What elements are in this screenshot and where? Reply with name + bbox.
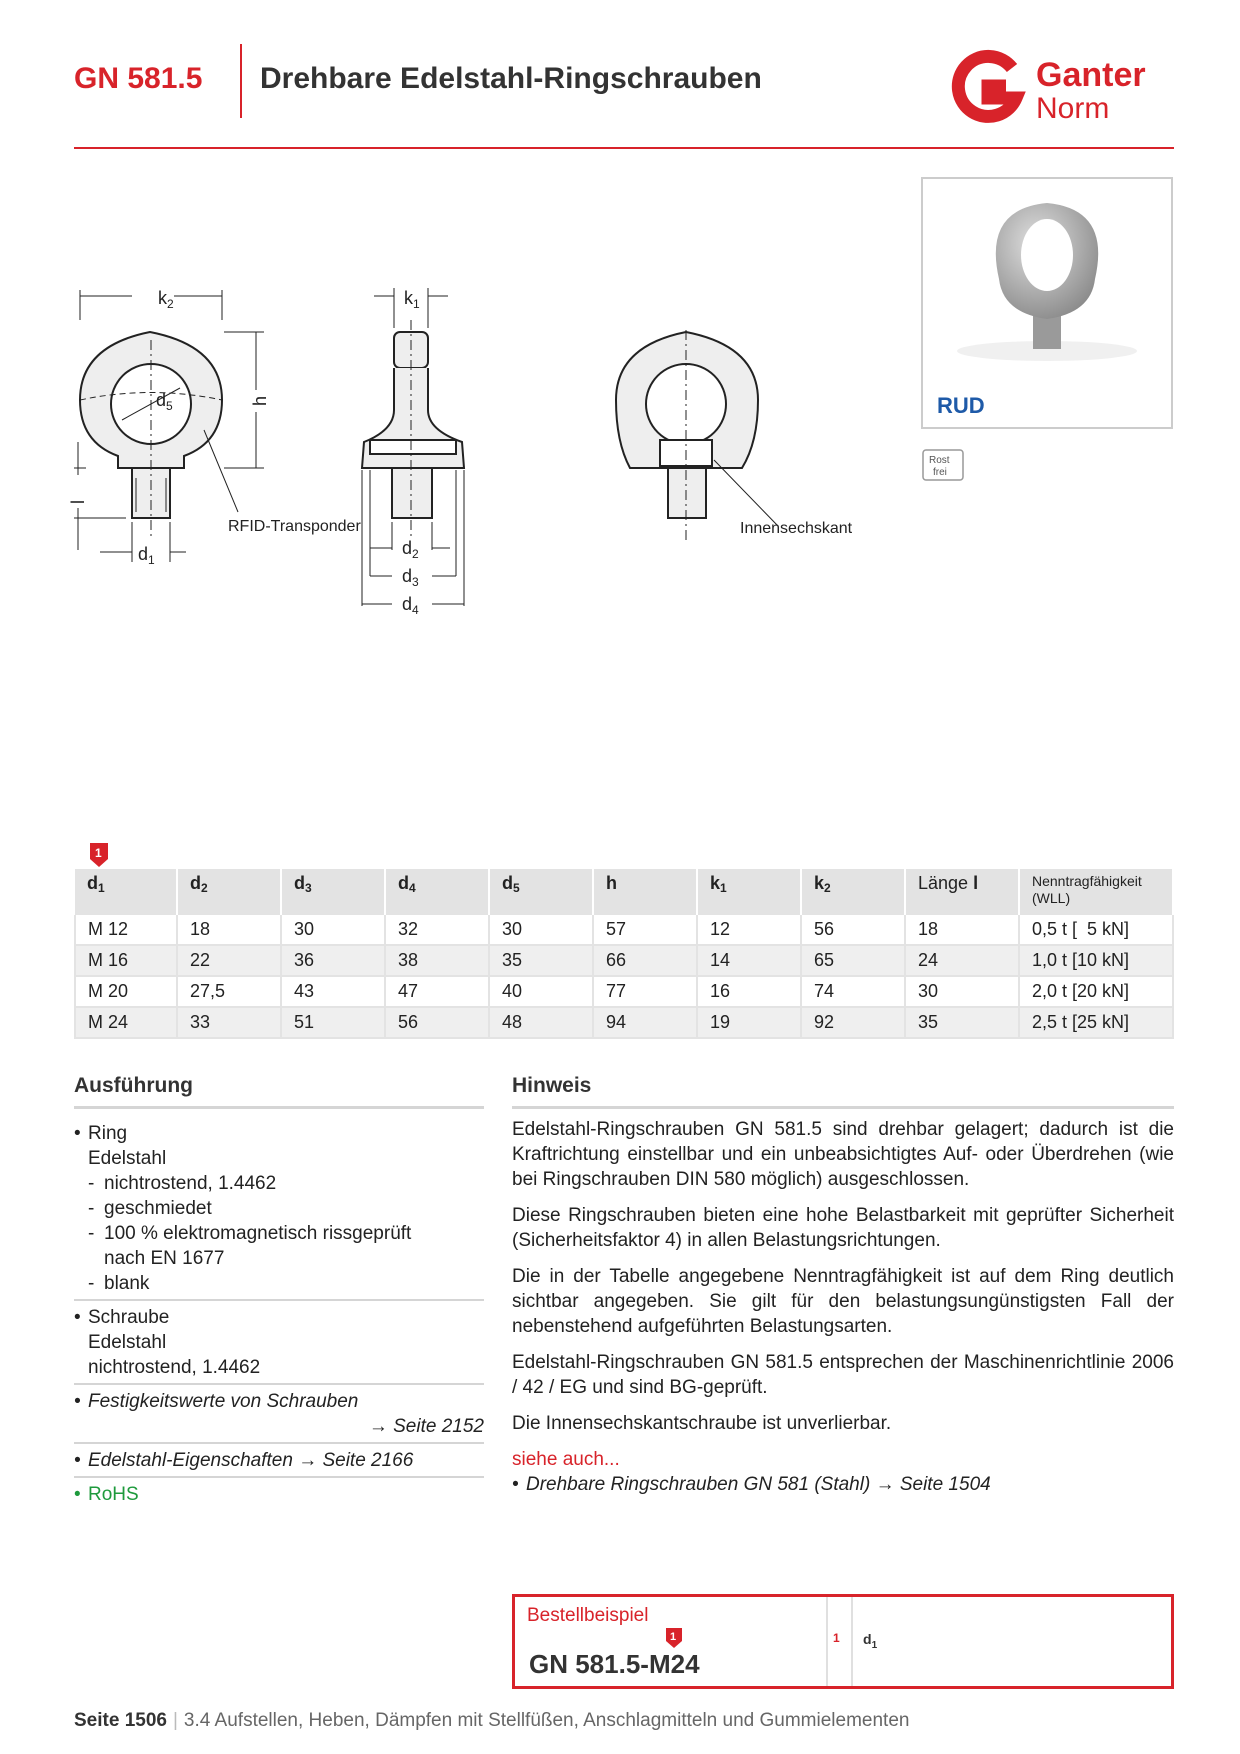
cell: 27,5 bbox=[177, 976, 281, 1007]
section-view-labels bbox=[740, 520, 853, 537]
dimensions-table bbox=[74, 869, 1174, 1039]
col-k1: $k_1$ bbox=[697, 869, 801, 915]
marker-1-icon bbox=[665, 1627, 683, 1649]
cell: 77 bbox=[593, 976, 697, 1007]
list-item: - 100 % elektromagnetisch rissgeprüft bbox=[74, 1221, 484, 1246]
list-item: - nichtrostend, 1.4462 bbox=[74, 1171, 484, 1196]
logo-word-ganter: Ganter bbox=[1036, 56, 1146, 94]
rfid-label: RFID-Transponder bbox=[228, 518, 361, 535]
cell: M 20 bbox=[75, 976, 177, 1007]
table-row bbox=[75, 915, 1173, 945]
cell: 38 bbox=[385, 945, 489, 976]
cell: 2,5 t [25 kN] bbox=[1019, 1007, 1173, 1038]
cell: 16 bbox=[697, 976, 801, 1007]
ring-group bbox=[74, 1117, 484, 1301]
col-wll: Nenntragfähigkeit (WLL) bbox=[1019, 869, 1173, 915]
cell: 2,0 t [20 kN] bbox=[1019, 976, 1173, 1007]
label-k1: $k_1$ bbox=[404, 288, 420, 311]
order-divider bbox=[851, 1597, 853, 1686]
chapter-title: 3.4 Aufstellen, Heben, Dämpfen mit Stellfüßen, Anschlagmitteln und Gummielementen bbox=[183, 1710, 910, 1731]
cell: 33 bbox=[177, 1007, 281, 1038]
list-item: Edelstahl bbox=[88, 1148, 167, 1169]
cell: 30 bbox=[489, 915, 593, 945]
cell: 12 bbox=[697, 915, 801, 945]
link-gn-581[interactable]: • Drehbare Ringschrauben GN 581 (Stahl) → Seite 1504 bbox=[512, 1472, 1174, 1497]
hinweis-section bbox=[512, 1073, 1174, 1497]
list-item: Edelstahl bbox=[88, 1332, 167, 1353]
col-d3: $d_3$ bbox=[281, 869, 385, 915]
hinweis-heading: Hinweis bbox=[512, 1073, 1174, 1109]
rostfrei-badge bbox=[921, 448, 969, 484]
cell: 56 bbox=[385, 1007, 489, 1038]
section-view bbox=[616, 330, 778, 540]
cell: 43 bbox=[281, 976, 385, 1007]
hinweis-paragraph: Diese Ringschrauben bieten eine hohe Belastbarkeit mit geprüfter Sicherheit (Sicherheitsfaktor 4) in allen Belastungsrichtungen. bbox=[512, 1205, 1174, 1251]
page-title: Drehbare Edelstahl-Ringschrauben bbox=[260, 62, 762, 95]
col-d5: $d_5$ bbox=[489, 869, 593, 915]
label-d5: $d_5$ bbox=[156, 390, 173, 413]
order-example-value: GN 581.5-M24 bbox=[529, 1649, 700, 1679]
cell: 47 bbox=[385, 976, 489, 1007]
logo-word-norm: Norm bbox=[1036, 92, 1110, 125]
link-group-1 bbox=[74, 1385, 484, 1444]
cell: 18 bbox=[905, 915, 1019, 945]
table-header-row bbox=[75, 869, 1173, 915]
cell: 30 bbox=[281, 915, 385, 945]
cell: 57 bbox=[593, 915, 697, 945]
cell: 14 bbox=[697, 945, 801, 976]
link-festigkeitswerte[interactable]: • Festigkeitswerte von Schrauben bbox=[74, 1389, 484, 1414]
cell: 22 bbox=[177, 945, 281, 976]
svg-text:1: 1 bbox=[95, 846, 102, 860]
label-d4: $d_4$ bbox=[402, 594, 419, 617]
cell: 36 bbox=[281, 945, 385, 976]
cell: M 12 bbox=[75, 915, 177, 945]
label-h: h bbox=[250, 395, 270, 406]
col-d4: $d_4$ bbox=[385, 869, 489, 915]
rohs-label: • RoHS bbox=[74, 1482, 484, 1507]
header-rule bbox=[74, 147, 1174, 149]
cell: 1,0 t [10 kN] bbox=[1019, 945, 1173, 976]
label-d2: $d_2$ bbox=[402, 538, 419, 561]
label-l: l bbox=[68, 500, 88, 504]
ausfuehrung-heading: Ausführung bbox=[74, 1073, 484, 1109]
cell: M 16 bbox=[75, 945, 177, 976]
cell: 19 bbox=[697, 1007, 801, 1038]
list-item: nichtrostend, 1.4462 bbox=[88, 1357, 261, 1378]
see-also-label: siehe auch... bbox=[512, 1449, 620, 1470]
rud-brand: RUD bbox=[937, 393, 985, 418]
cell: 35 bbox=[489, 945, 593, 976]
technical-drawing bbox=[68, 288, 894, 700]
hinweis-paragraph: Die in der Tabelle angegebene Nenntragfähigkeit ist auf dem Ring deutlich sichtbar angegeben. Sie gilt für den belastungsungünstigsten Fall der nebenstehend aufgeführten Belastungsarten. bbox=[512, 1266, 1174, 1337]
order-example-box bbox=[512, 1594, 1174, 1689]
table-row bbox=[75, 1007, 1173, 1038]
ganter-g-icon bbox=[944, 54, 1026, 124]
order-legend-number: 1 bbox=[833, 1631, 840, 1645]
col-length: Länge l bbox=[905, 869, 1019, 915]
cell: 24 bbox=[905, 945, 1019, 976]
label-d1: $d_1$ bbox=[138, 544, 155, 567]
cell: 56 bbox=[801, 915, 905, 945]
hinweis-paragraph: Edelstahl-Ringschrauben GN 581.5 entsprechen der Maschinenrichtlinie 2006 / 42 / EG und sind BG-geprüft. bbox=[512, 1352, 1174, 1398]
cell: 32 bbox=[385, 915, 489, 945]
label-d3: $d_3$ bbox=[402, 566, 419, 589]
list-item: • Schraube bbox=[74, 1305, 484, 1330]
page-header bbox=[74, 40, 1174, 150]
label-k2: $k_2$ bbox=[158, 288, 174, 311]
ausfuehrung-section bbox=[74, 1073, 484, 1510]
list-item: • Ring bbox=[74, 1121, 484, 1146]
col-d1: $d_1$ bbox=[75, 869, 177, 915]
cell: M 24 bbox=[75, 1007, 177, 1038]
cell: 74 bbox=[801, 976, 905, 1007]
ring-bolt-image bbox=[923, 179, 1171, 379]
cell: 65 bbox=[801, 945, 905, 976]
cell: 35 bbox=[905, 1007, 1019, 1038]
list-item: - blank bbox=[74, 1271, 484, 1296]
cell: 40 bbox=[489, 976, 593, 1007]
col-h: h bbox=[593, 869, 697, 915]
ganter-norm-logo bbox=[944, 54, 1174, 124]
cell: 30 bbox=[905, 976, 1019, 1007]
screw-group bbox=[74, 1301, 484, 1385]
table-row bbox=[75, 945, 1173, 976]
order-example-label: Bestellbeispiel bbox=[527, 1605, 649, 1626]
cell: 0,5 t [ 5 kN] bbox=[1019, 915, 1173, 945]
hinweis-paragraph: Die Innensechskantschraube ist unverlierbar. bbox=[512, 1413, 892, 1434]
rohs-group bbox=[74, 1478, 484, 1510]
cell: 51 bbox=[281, 1007, 385, 1038]
cell: 66 bbox=[593, 945, 697, 976]
product-code: GN 581.5 bbox=[74, 62, 203, 95]
cell: 48 bbox=[489, 1007, 593, 1038]
cell: 18 bbox=[177, 915, 281, 945]
marker-1-icon bbox=[89, 842, 109, 868]
cell: 92 bbox=[801, 1007, 905, 1038]
list-item: - geschmiedet bbox=[74, 1196, 484, 1221]
cell: 94 bbox=[593, 1007, 697, 1038]
page-footer: Seite 1506 | 3.4 Aufstellen, Heben, Dämpfen mit Stellfüßen, Anschlagmitteln und Gummielementen bbox=[74, 1710, 910, 1731]
page-number: Seite 1506 bbox=[74, 1710, 167, 1731]
link-edelstahl-eigenschaften[interactable]: • Edelstahl-Eigenschaften → Seite 2166 bbox=[74, 1448, 484, 1473]
order-divider bbox=[826, 1597, 828, 1686]
product-photo bbox=[921, 177, 1173, 429]
col-k2: $k_2$ bbox=[801, 869, 905, 915]
table-row bbox=[75, 976, 1173, 1007]
hex-label: Innensechskant bbox=[740, 520, 853, 537]
hinweis-paragraph: Edelstahl-Ringschrauben GN 581.5 sind drehbar gelagert; dadurch ist die Kraftrichtung einstellbar und ein unbeabsichtigtes Auf- oder Überdrehen (wie bei Ringschrauben DIN 580 möglich) ausgeschlossen. bbox=[512, 1119, 1174, 1190]
link-festigkeitswerte-page[interactable]: → Seite 2152 bbox=[368, 1416, 484, 1437]
svg-text:frei: frei bbox=[933, 467, 947, 478]
svg-text:1: 1 bbox=[670, 1631, 677, 1643]
link-group-2 bbox=[74, 1444, 484, 1478]
svg-text:Rost: Rost bbox=[929, 455, 950, 466]
list-item: nach EN 1677 bbox=[104, 1248, 225, 1269]
order-legend-key: $d_1$ bbox=[863, 1631, 878, 1651]
header-divider bbox=[240, 44, 242, 118]
col-d2: $d_2$ bbox=[177, 869, 281, 915]
